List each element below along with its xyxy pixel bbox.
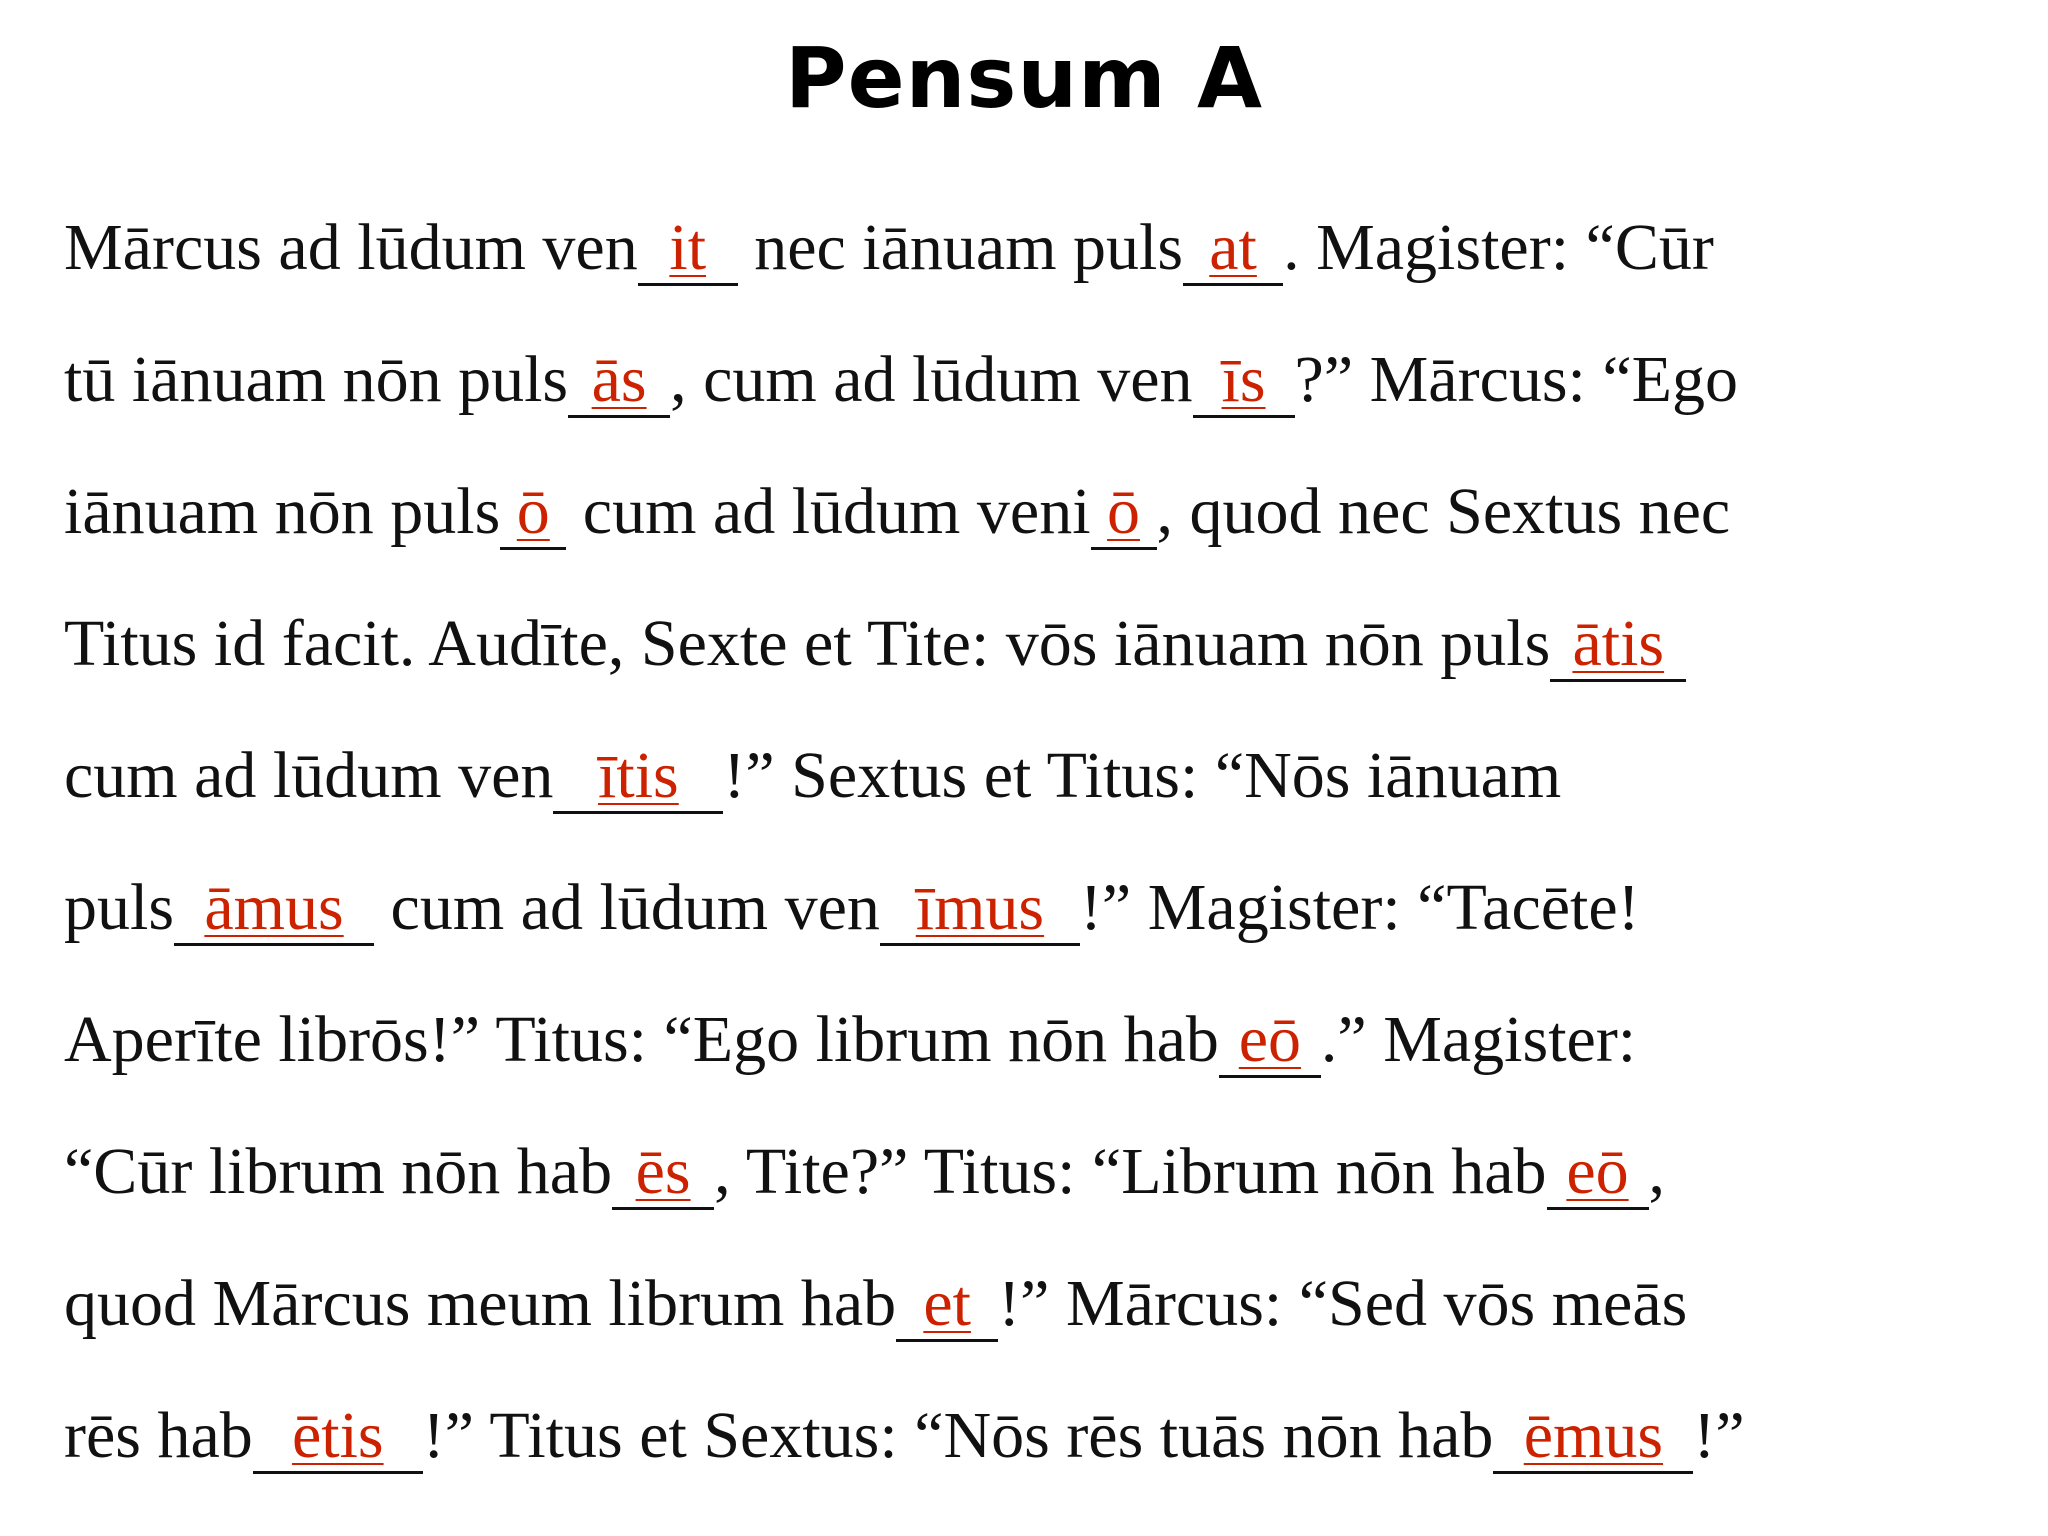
line-text: !” Sextus et Titus: “Nōs iānuam [723,739,1562,812]
line-text: .” Magister: [1320,1003,1637,1076]
line-text: “Cūr librum nōn hab [64,1135,613,1208]
line-text: Titus id facit. Audīte, Sexte et Tite: vōs iānuam nōn puls [64,607,1551,680]
line-text: cum ad lūdum veni [566,475,1091,548]
text-line-6 [64,842,2024,974]
line-text: . Magister: “Cūr [1283,211,1714,284]
answer-blank[interactable]: ēmus [1493,1403,1693,1474]
answer-blank[interactable]: īmus [880,875,1080,946]
text-line-3 [64,446,2024,578]
exercise-text [64,182,2024,1502]
line-text: quod Mārcus meum librum hab [64,1267,897,1340]
text-line-9 [64,1238,2024,1370]
answer-blank[interactable]: īs [1193,347,1295,418]
answer-blank[interactable]: ētis [253,1403,423,1474]
line-text: cum ad lūdum ven [374,871,880,944]
answer-blank[interactable]: ītis [553,743,723,814]
text-line-4 [64,578,2024,710]
line-text: , quod nec Sextus nec [1156,475,1731,548]
line-text: !” Magister: “Tacēte! [1079,871,1640,944]
line-text: iānuam nōn puls [64,475,501,548]
answer-blank[interactable]: eō [1547,1139,1649,1210]
answer-blank[interactable]: ō [500,479,566,550]
answer-blank[interactable]: ātis [1550,611,1686,682]
answer-blank[interactable]: at [1183,215,1283,286]
text-line-10 [64,1370,2024,1502]
answer-blank[interactable]: it [638,215,738,286]
page-title: Pensum A [785,29,1263,127]
answer-blank[interactable]: et [896,1271,998,1342]
text-line-7 [64,974,2024,1106]
line-text: , [1648,1135,1665,1208]
answer-blank[interactable]: ō [1091,479,1157,550]
answer-blank[interactable]: āmus [174,875,374,946]
line-text: nec iānuam puls [737,211,1184,284]
answer-blank[interactable]: ēs [612,1139,714,1210]
line-text: tū iānuam nōn puls [64,343,569,416]
text-line-8 [64,1106,2024,1238]
line-text: !” Mārcus: “Sed vōs meās [998,1267,1688,1340]
line-text: puls [64,871,175,944]
line-text: , Tite?” Titus: “Librum nōn hab [714,1135,1547,1208]
line-text: ?” Mārcus: “Ego [1294,343,1739,416]
line-text: rēs hab [64,1399,253,1472]
line-text: Aperīte librōs!” Titus: “Ego librum nōn hab [64,1003,1219,1076]
text-line-2 [64,314,2024,446]
text-line-1 [64,182,2024,314]
line-text: Mārcus ad lūdum ven [64,211,638,284]
line-text: cum ad lūdum ven [64,739,554,812]
text-line-5 [64,710,2024,842]
answer-blank[interactable]: eō [1219,1007,1321,1078]
line-text: !” Titus et Sextus: “Nōs rēs tuās nōn hab [422,1399,1494,1472]
answer-blank[interactable]: ās [568,347,670,418]
line-text: , cum ad lūdum ven [670,343,1193,416]
line-text: !” [1693,1399,1745,1472]
